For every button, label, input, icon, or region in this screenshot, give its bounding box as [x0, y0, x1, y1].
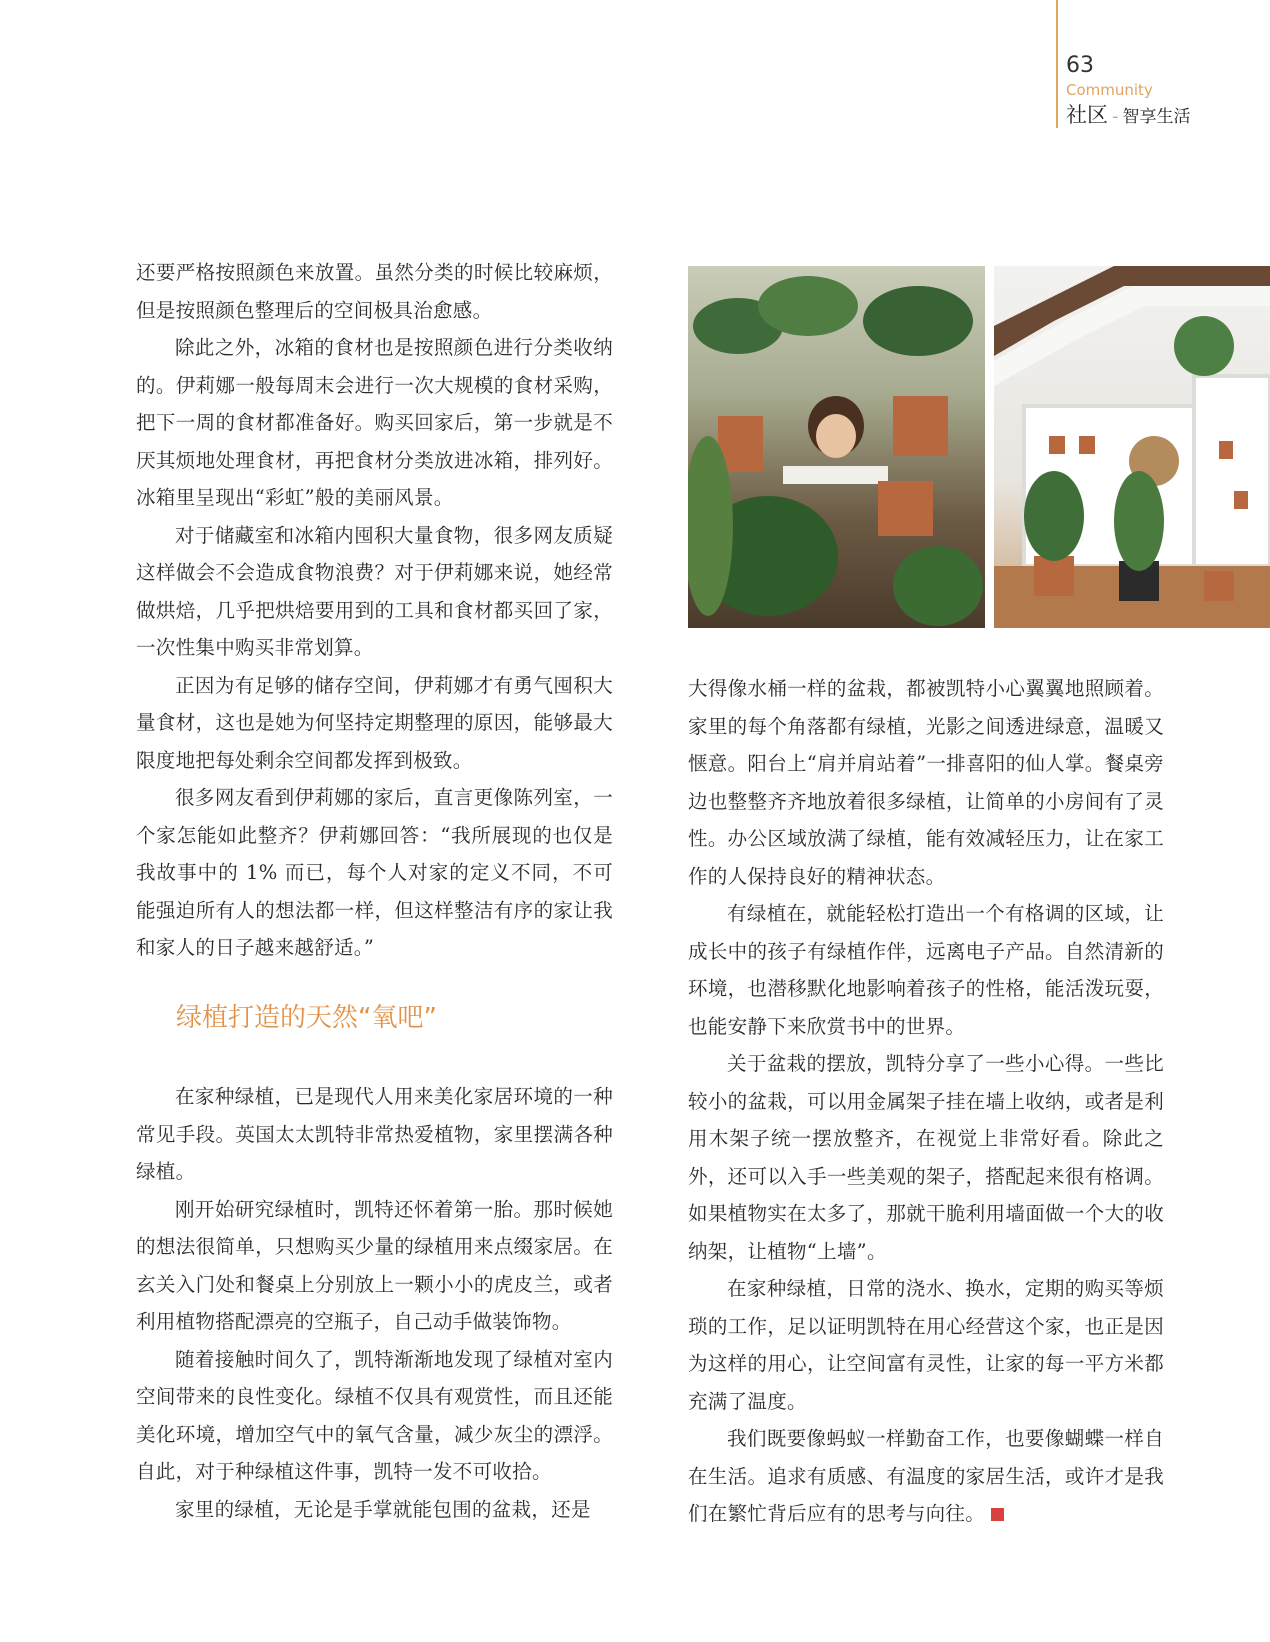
end-mark-icon: S [991, 1508, 1004, 1521]
section-label-en: Community [1066, 81, 1153, 99]
staircase-illustration [994, 266, 1270, 628]
section-dash: - [1112, 106, 1119, 127]
section-title: 社区 [1066, 103, 1108, 127]
paragraph: 除此之外，冰箱的食材也是按照颜色进行分类收纳的。伊莉娜一般每周末会进行一次大规模的食材采购，把下一周的食材都准备好。购买回家后，第一步就是不厌其烦地处理食材，再把食材分类放进冰箱，排列好。冰箱里呈现出“彩虹”般的美丽风景。 [136, 336, 613, 509]
left-column-upper [136, 254, 613, 967]
paragraph: 对于储藏室和冰箱内囤积大量食物，很多网友质疑这样做会不会造成食物浪费？对于伊莉娜来说，她经常做烘焙，几乎把烘焙要用到的工具和食材都买回了家，一次性集中购买非常划算。 [136, 523, 613, 659]
paragraph: 在家种绿植，日常的浇水、换水，定期的购买等烦琐的工作，足以证明凯特在用心经营这个家，也正是因为这样的用心，让空间富有灵性，让家的每一平方米都充满了温度。 [688, 1277, 1164, 1413]
section-heading: 绿植打造的天然“氧吧” [176, 1003, 437, 1033]
page-number: 63 [1066, 53, 1094, 78]
paragraph: 有绿植在，就能轻松打造出一个有格调的区域，让成长中的孩子有绿植作伴，远离电子产品。自然清新的环境，也潜移默化地影响着孩子的性格，能活泼玩耍，也能安静下来欣赏书中的世界。 [688, 902, 1164, 1038]
header-rule [1056, 0, 1058, 128]
left-column-lower [136, 1078, 613, 1528]
plants-illustration [688, 266, 985, 628]
paragraph: 家里的绿植，无论是手掌就能包围的盆栽，还是 [175, 1497, 591, 1521]
photo-staircase-plant-shelf [994, 266, 1270, 628]
paragraph: 随着接触时间久了，凯特渐渐地发现了绿植对室内空间带来的良性变化。绿植不仅具有观赏性，而且还能美化环境，增加空气中的氧气含量，减少灰尘的漂浮。自此，对于种绿植这件事，凯特一发不可收拾。 [136, 1347, 613, 1483]
right-column [688, 670, 1164, 1533]
paragraph: 正因为有足够的储存空间，伊莉娜才有勇气囤积大量食材，这也是她为何坚持定期整理的原因，能够最大限度地把每处剩余空间都发挥到极致。 [136, 673, 613, 772]
section-label-cn [1066, 104, 1191, 127]
closing-text: 我们既要像蚂蚁一样勤奋工作，也要像蝴蝶一样自在生活。追求有质感、有温度的家居生活，或许才是我们在繁忙背后应有的思考与向往。 [688, 1427, 1164, 1525]
paragraph: 在家种绿植，已是现代人用来美化家居环境的一种常见手段。英国太太凯特非常热爱植物，家里摆满各种绿植。 [136, 1085, 613, 1183]
section-subtitle: 智享生活 [1122, 107, 1191, 127]
paragraph: 大得像水桶一样的盆栽，都被凯特小心翼翼地照顾着。家里的每个角落都有绿植，光影之间透进绿意，温暖又惬意。阳台上“肩并肩站着”一排喜阳的仙人掌。餐桌旁边也整整齐齐地放着很多绿植，让简单的小房间有了灵性。办公区域放满了绿植，能有效减轻压力，让在家工作的人保持良好的精神状态。 [688, 677, 1164, 888]
paragraph [688, 1420, 1164, 1533]
paragraph: 很多网友看到伊莉娜的家后，直言更像陈列室，一个家怎能如此整齐？伊莉娜回答：“我所展现的也仅是我故事中的 1% 而已，每个人对家的定义不同，不可能强迫所有人的想法都一样，但这样整洁有序的家让我和家人的日子越来越舒适。” [136, 786, 613, 959]
paragraph: 刚开始研究绿植时，凯特还怀着第一胎。那时候她的想法很简单，只想购买少量的绿植用来点缀家居。在玄关入门处和餐桌上分别放上一颗小小的虎皮兰，或者利用植物搭配漂亮的空瓶子，自己动手做装饰物。 [136, 1197, 613, 1333]
photo-child-with-plants [688, 266, 985, 628]
paragraph: 关于盆栽的摆放，凯特分享了一些小心得。一些比较小的盆栽，可以用金属架子挂在墙上收纳，或者是利用木架子统一摆放整齐，在视觉上非常好看。除此之外，还可以入手一些美观的架子，搭配起来很有格调。如果植物实在太多了，那就干脆利用墙面做一个大的收纳架，让植物“上墙”。 [688, 1052, 1164, 1263]
paragraph: 还要严格按照颜色来放置。虽然分类的时候比较麻烦，但是按照颜色整理后的空间极具治愈感。 [136, 261, 613, 322]
